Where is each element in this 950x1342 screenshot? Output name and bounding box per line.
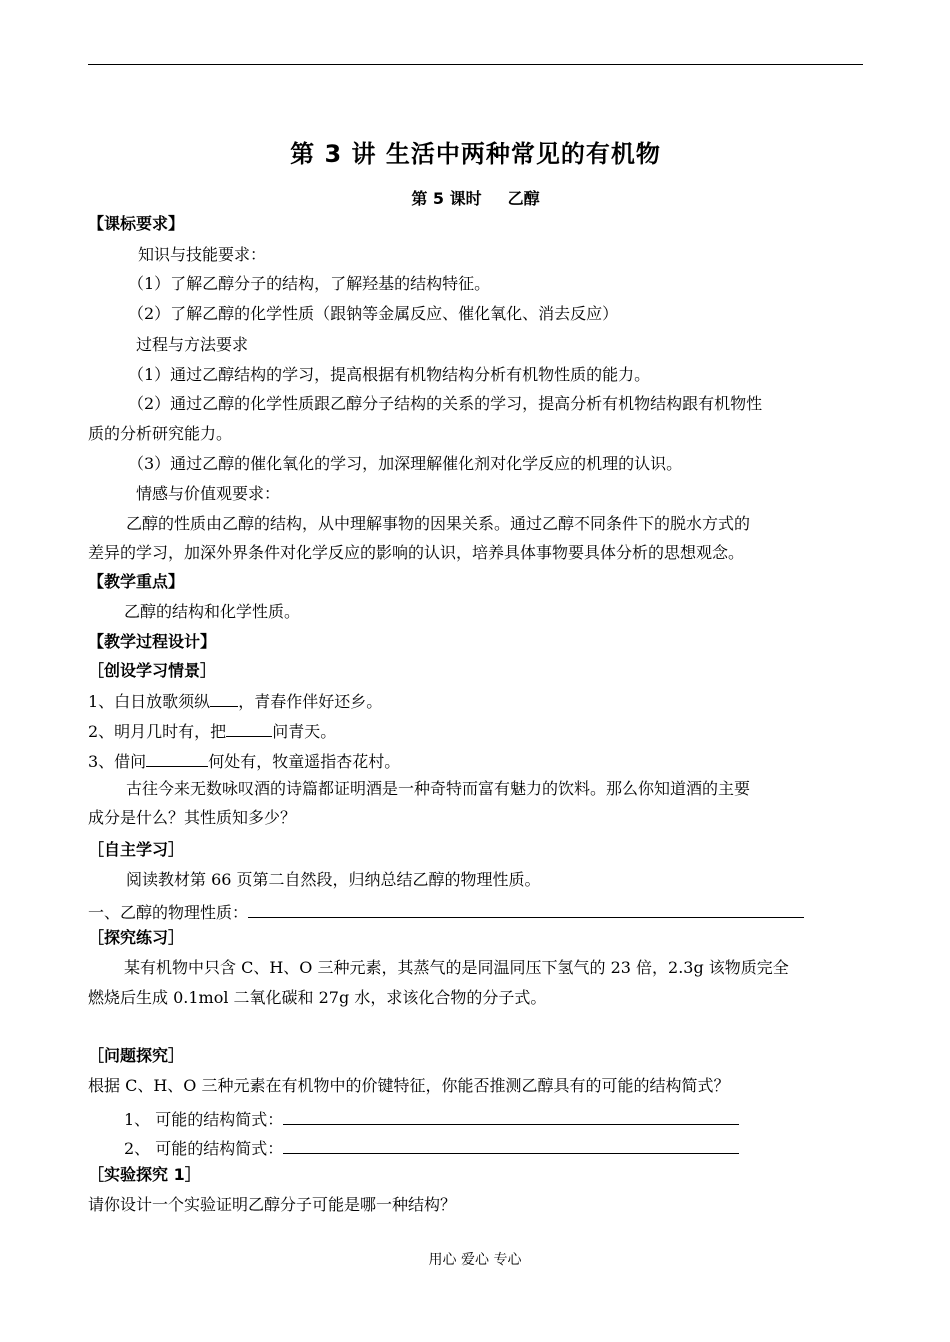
header-rule: [88, 64, 863, 65]
poem-3-end: 何处有，牧童遥指杏花村。: [208, 752, 401, 771]
poem-1-start: 1、白日放歌须纵: [88, 692, 211, 711]
knowledge-heading: 知识与技能要求：: [138, 245, 267, 264]
self-study-text: 阅读教材第 66 页第二自然段，归纳总结乙醇的物理性质。: [126, 870, 541, 889]
physical-properties-line: [88, 899, 804, 923]
exercise-text-a: 某有机物中只含 C、H、O 三种元素，其蒸气的是同温同压下氢气的 23 倍，2.3g 该物质完全: [124, 958, 789, 977]
wine-text-a: 古往今来无数咏叹酒的诗篇都证明酒是一种奇特而富有魅力的饮料。那么你知道酒的主要: [126, 779, 751, 798]
knowledge-item-2: （2）了解乙醇的化学性质（跟钠等金属反应、催化氧化、消去反应）: [128, 304, 619, 323]
exercise-text-b: 燃烧后生成 0.1mol 二氧化碳和 27g 水，求该化合物的分子式。: [88, 988, 547, 1007]
heading-inquiry: ［问题探究］: [88, 1046, 185, 1065]
structure-1-label: 1、 可能的结构简式：: [124, 1110, 284, 1129]
structure-line-1: [124, 1106, 739, 1130]
emotion-heading: 情感与价值观要求：: [136, 484, 281, 503]
process-item-1: （1）通过乙醇结构的学习，提高根据有机物结构分析有机物性质的能力。: [128, 365, 651, 384]
physical-properties-label: 一、乙醇的物理性质：: [88, 903, 249, 922]
process-heading: 过程与方法要求: [136, 335, 249, 354]
physical-properties-field[interactable]: [248, 899, 804, 918]
poem-line-2: [88, 720, 336, 742]
lesson-subtitle: [88, 186, 863, 209]
poem-line-1: [88, 690, 382, 712]
poem-line-3: [88, 750, 400, 772]
page-title: 第 3 讲 生活中两种常见的有机物: [290, 140, 661, 168]
heading-self-study: ［自主学习］: [88, 840, 185, 859]
lesson-topic: 乙醇: [507, 189, 540, 208]
heading-experiment-1: ［实验探究 1］: [88, 1165, 201, 1184]
heading-key-points: 【教学重点】: [88, 572, 185, 591]
poem-2-start: 2、明月几时有，把: [88, 722, 227, 741]
page-footer: 用心 爱心 专心: [428, 1252, 522, 1268]
poem-2-end: 问青天。: [272, 722, 337, 741]
emotion-text-a: 乙醇的性质由乙醇的结构，从中理解事物的因果关系。通过乙醇不同条件下的脱水方式的: [126, 514, 751, 533]
experiment-text: 请你设计一个实验证明乙醇分子可能是哪一种结构？: [88, 1195, 457, 1214]
process-item-3: （3）通过乙醇的催化氧化的学习，加深理解催化剂对化学反应的机理的认识。: [128, 454, 683, 473]
heading-process-design: 【教学过程设计】: [88, 632, 217, 651]
structure-2-label: 2、 可能的结构简式：: [124, 1139, 284, 1158]
structure-2-field[interactable]: [283, 1135, 739, 1154]
structure-1-field[interactable]: [283, 1106, 739, 1125]
poem-3-start: 3、借问: [88, 752, 147, 771]
poem-3-blank[interactable]: [146, 750, 208, 767]
lesson-number: 第 5 课时: [411, 189, 482, 208]
poem-1-blank[interactable]: [210, 690, 238, 707]
heading-scenario: ［创设学习情景］: [88, 661, 217, 680]
heading-exercise: ［探究练习］: [88, 928, 185, 947]
inquiry-text: 根据 C、H、O 三种元素在有机物中的价键特征，你能否推测乙醇具有的可能的结构简式？: [88, 1076, 730, 1095]
knowledge-item-1: （1）了解乙醇分子的结构，了解羟基的结构特征。: [128, 274, 491, 293]
structure-line-2: [124, 1135, 739, 1159]
poem-1-end: ，青春作伴好还乡。: [238, 692, 383, 711]
emotion-text-b: 差异的学习，加深外界条件对化学反应的影响的认识，培养具体事物要具体分析的思想观念。: [88, 543, 745, 562]
process-item-2b: 质的分析研究能力。: [88, 424, 233, 443]
poem-2-blank[interactable]: [226, 720, 272, 737]
key-points-text: 乙醇的结构和化学性质。: [124, 602, 301, 621]
wine-text-b: 成分是什么？其性质知多少？: [88, 808, 297, 827]
heading-curriculum: 【课标要求】: [88, 214, 185, 233]
process-item-2a: （2）通过乙醇的化学性质跟乙醇分子结构的关系的学习，提高分析有机物结构跟有机物性: [128, 394, 763, 413]
